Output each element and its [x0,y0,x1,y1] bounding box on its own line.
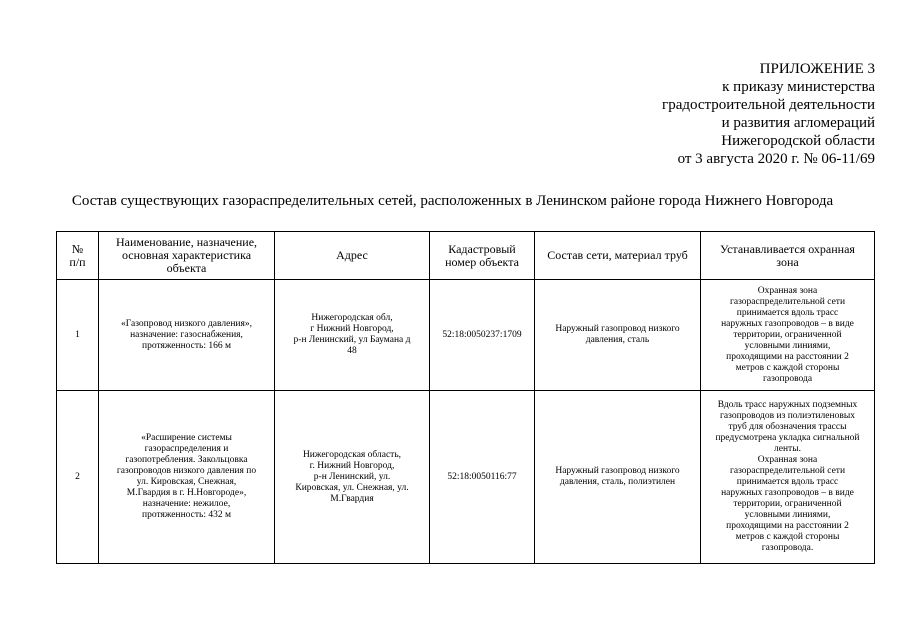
gas-networks-table [56,231,875,564]
appendix-line: Нижегородской области [721,133,875,149]
appendix-line: ПРИЛОЖЕНИЕ 3 [759,61,875,77]
appendix-line: к приказу министерства [722,79,875,95]
header-name: Наименование, назначение, основная характеристика объекта [99,232,275,280]
header-zone: Устанавливается охранная зона [701,232,875,280]
cell-composition: Наружный газопровод низкого давления, сталь [535,280,701,391]
table-header-row [57,232,875,280]
table-row [57,280,875,391]
appendix-line: градостроительной деятельности [662,97,875,113]
header-cadastral: Кадастровый номер объекта [430,232,535,280]
cell-cadastral: 52:18:0050116:77 [430,391,535,564]
cell-composition: Наружный газопровод низкого давления, сталь, полиэтилен [535,391,701,564]
appendix-line: и развития агломераций [721,115,875,131]
cell-num: 1 [57,280,99,391]
header-address: Адрес [275,232,430,280]
cell-name: «Расширение системы газораспределения и газопотребления. Закольцовка газопроводов низкого давления по ул. Кировская, Снежная, М.Гвардия в г. Н.Новгороде», назначение: нежилое, протяженность: 432 м [99,391,275,564]
appendix-line: от 3 августа 2020 г. № 06-11/69 [677,151,875,167]
cell-zone: Вдоль трасс наружных подземных газопроводов из полиэтиленовых труб для обозначения трассы предусмотрена укладка сигнальной ленты. Охранная зона газораспределительной сети принимается вдоль трасс наружных газопроводов – в виде территории, ограниченной условными линиями, проходящими на расстоянии 2 метров с каждой стороны газопровода. [701,391,875,564]
table-row [57,391,875,564]
document-title: Состав существующих газораспределительных сетей, расположенных в Ленинском районе города Нижнего Новгорода [71,193,834,209]
appendix-header [662,60,875,168]
cell-num: 2 [57,391,99,564]
cell-name: «Газопровод низкого давления», назначение: газоснабжения, протяженность: 166 м [99,280,275,391]
cell-zone: Охранная зона газораспределительной сети принимается вдоль трасс наружных газопроводов – в виде территории, ограниченной условными линиями, проходящими на расстоянии 2 метров с каждой стороны газопровода [701,280,875,391]
cell-cadastral: 52:18:0050237:1709 [430,280,535,391]
cell-address: Нижегородская область, г. Нижний Новгород, р-н Ленинский, ул. Кировская, ул. Снежная, ул. М.Гвардия [275,391,430,564]
header-num: № п/п [57,232,99,280]
cell-address: Нижегородская обл, г Нижний Новгород, р-н Ленинский, ул Баумана д 48 [275,280,430,391]
header-composition: Состав сети, материал труб [535,232,701,280]
